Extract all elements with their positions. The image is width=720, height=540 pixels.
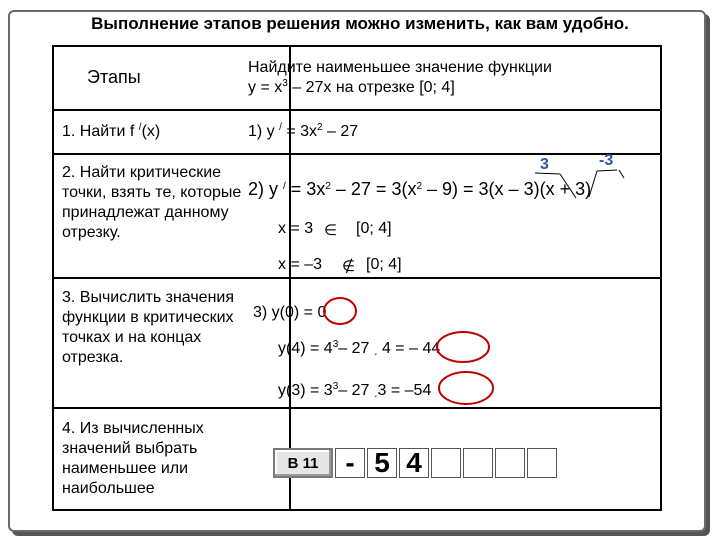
step-1-derivative: 1) y $^/ = 3x^2 - 27$	[248, 122, 359, 140]
step-2-label: 2. Найти критические точки, взять те, которые принадлежат данному отрезку.	[62, 164, 242, 241]
critical-point-2: x = –3	[278, 256, 323, 273]
task-line-1: Найдите наименьшее значение функции	[248, 59, 552, 76]
slide-title: Выполнение этапов решения можно изменить, как вам удобно.	[91, 14, 629, 33]
header-stages: Этапы	[87, 67, 141, 87]
answer-cell[interactable]: -	[335, 448, 365, 478]
row-divider	[54, 277, 660, 279]
answer-cell[interactable]	[463, 448, 493, 478]
row-divider	[54, 109, 660, 111]
answer-cell[interactable]: 4	[399, 448, 429, 478]
element-of-icon: ∈	[324, 222, 338, 239]
row-divider	[54, 407, 660, 409]
row-divider	[54, 153, 660, 155]
interval-2: [0; 4]	[366, 256, 402, 273]
value-at-0: 3) y(0) = 0	[253, 304, 327, 321]
answer-cell[interactable]	[527, 448, 557, 478]
step-4-label: 4. Из вычисленных значений выбрать наименьшее или наибольшее	[62, 420, 204, 497]
answer-cell[interactable]: 5	[367, 448, 397, 478]
answer-cell[interactable]	[495, 448, 525, 478]
solution-table	[52, 45, 662, 511]
value-at-4: $y(4) = 4^3-$ 27 ˯ 4 = – 44	[278, 339, 441, 357]
not-element-of-icon: ∉	[342, 258, 356, 275]
step-2-factorization: 2) y $^/ = 3x^2 - 27 = 3(x^2 - 9) = 3(x - 3)(x + 3)$	[248, 179, 592, 199]
interval-1: [0; 4]	[356, 220, 392, 237]
root-3-label: 3	[540, 156, 549, 173]
answer-label-box	[273, 448, 333, 478]
root-minus-3-label: -3	[599, 152, 614, 169]
task-line-2: $y = x^3 - 27x$ на отрезке [0; 4]	[248, 78, 455, 96]
answer-cell[interactable]	[431, 448, 461, 478]
critical-point-1: x = 3	[278, 220, 314, 237]
value-at-3: $y(3) = 3^3-$ 27 ˯3 = –54	[278, 381, 432, 399]
answer-label: В 11	[287, 455, 319, 472]
step-1-label: 1. Найти f /(x)	[62, 122, 161, 140]
step-3-label: 3. Вычислить значения функции в критических точках и на концах отрезка.	[62, 289, 235, 366]
